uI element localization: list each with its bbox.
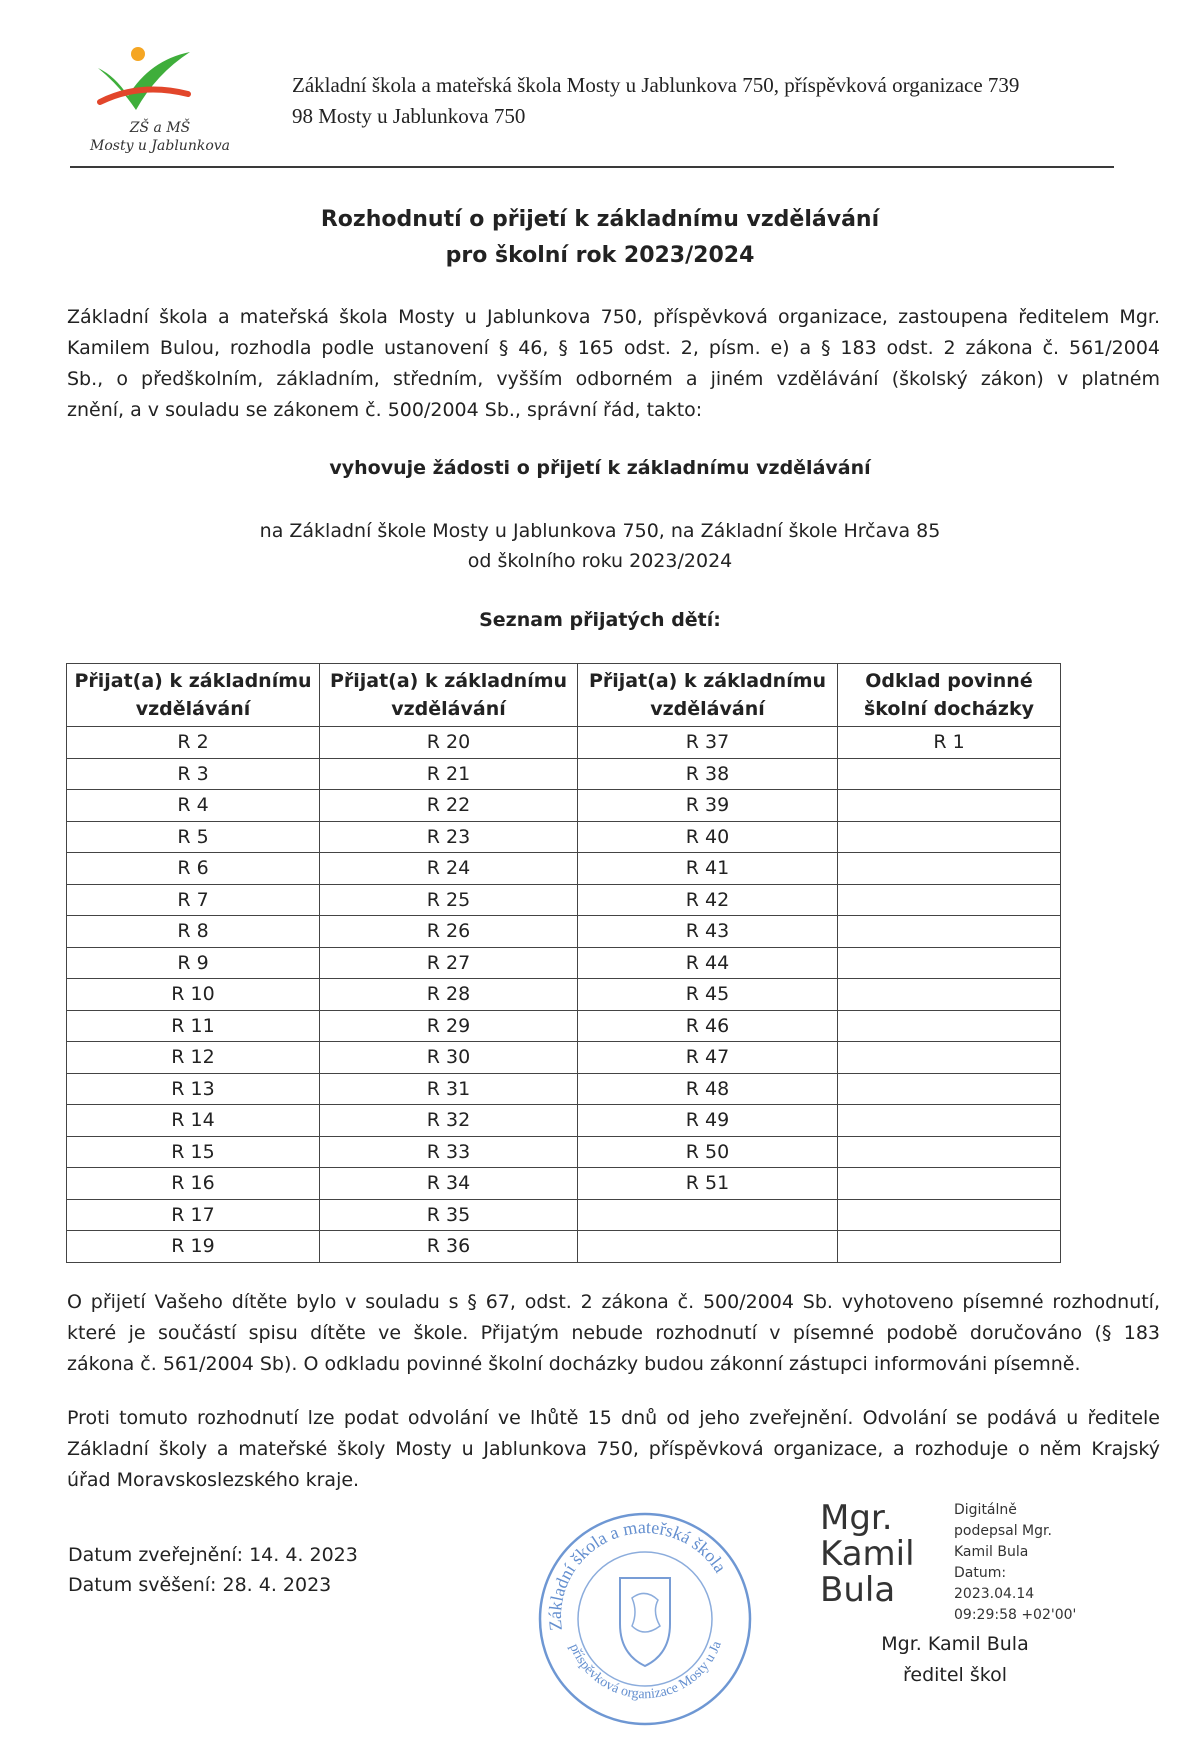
table-row bbox=[67, 1042, 1061, 1074]
table-cell bbox=[838, 979, 1061, 1011]
table-cell: R 5 bbox=[67, 821, 320, 853]
intro-line3: Sb., o předškolním, základním, středním, vyšším odborném a jiném vzdělávání (školský zákon) v platném bbox=[67, 368, 1160, 390]
table-cell bbox=[838, 821, 1061, 853]
removal-date: Datum svěšení: 28. 4. 2023 bbox=[68, 1574, 332, 1596]
digital-signature-name: Mgr. Kamil Bula bbox=[820, 1498, 915, 1610]
table-cell: R 6 bbox=[67, 853, 320, 885]
table-cell: R 16 bbox=[67, 1168, 320, 1200]
intro-line1: Základní škola a mateřská škola Mosty u Jablunkova 750, příspěvková organizace, zastoupena ředitelem Mgr. bbox=[67, 306, 1160, 328]
stamp-icon bbox=[536, 1508, 754, 1730]
table-cell: R 31 bbox=[320, 1073, 578, 1105]
column-header: Odklad povinné školní docházky bbox=[838, 664, 1061, 727]
table-cell bbox=[838, 790, 1061, 822]
table-cell bbox=[838, 1168, 1061, 1200]
signatory bbox=[860, 1629, 1050, 1691]
table-cell: R 1 bbox=[838, 727, 1061, 759]
table-cell: R 10 bbox=[67, 979, 320, 1011]
table-cell bbox=[578, 1199, 838, 1231]
table-row bbox=[67, 1168, 1061, 1200]
table-cell bbox=[838, 1042, 1061, 1074]
document-title-line2: pro školní rok 2023/2024 bbox=[445, 243, 755, 268]
table-cell: R 17 bbox=[67, 1199, 320, 1231]
table-cell: R 50 bbox=[578, 1136, 838, 1168]
notice2-line2: Základní školy a mateřské školy Mosty u Jablunkova 750, příspěvková organizace, a rozhoduje o něm Krajský bbox=[67, 1438, 1160, 1460]
table-header-row bbox=[67, 664, 1061, 727]
notice2-line3: úřad Moravskoslezského kraje. bbox=[67, 1469, 360, 1491]
table-cell: R 42 bbox=[578, 884, 838, 916]
table-cell: R 45 bbox=[578, 979, 838, 1011]
table-cell bbox=[838, 916, 1061, 948]
table-row bbox=[67, 790, 1061, 822]
table-cell: R 25 bbox=[320, 884, 578, 916]
table-cell: R 20 bbox=[320, 727, 578, 759]
school-logo bbox=[70, 46, 250, 166]
notice2-line1: Proti tomuto rozhodnutí lze podat odvolání ve lhůtě 15 dnů od jeho zveřejnění. Odvolání se podává u ředitele bbox=[67, 1407, 1160, 1429]
table-cell bbox=[838, 758, 1061, 790]
table-cell: R 43 bbox=[578, 916, 838, 948]
table-row bbox=[67, 1073, 1061, 1105]
intro-paragraph bbox=[67, 302, 1160, 426]
table-row bbox=[67, 1199, 1061, 1231]
table-row bbox=[67, 1105, 1061, 1137]
signatory-role: ředitel škol bbox=[902, 1664, 1007, 1686]
table-row bbox=[67, 853, 1061, 885]
table-cell: R 11 bbox=[67, 1010, 320, 1042]
table-cell: R 27 bbox=[320, 947, 578, 979]
table-row bbox=[67, 947, 1061, 979]
table-cell: R 15 bbox=[67, 1136, 320, 1168]
table-cell: R 34 bbox=[320, 1168, 578, 1200]
table-cell bbox=[838, 1199, 1061, 1231]
column-header: Přijat(a) k základnímu vzdělávání bbox=[578, 664, 838, 727]
table-row bbox=[67, 1010, 1061, 1042]
school-address-line1: Základní škola a mateřská škola Mosty u Jablunkova 750, příspěvková organizace 739 bbox=[292, 73, 1020, 97]
location-line1: na Základní škole Mosty u Jablunkova 750, na Základní škole Hrčava 85 bbox=[259, 520, 941, 542]
intro-line2: Kamilem Bulou, rozhodla podle ustanovení § 46, § 165 odst. 2, písm. e) a § 183 odst. 2 zákona č. 561/2004 bbox=[67, 337, 1160, 359]
table-cell: R 32 bbox=[320, 1105, 578, 1137]
table-cell: R 23 bbox=[320, 821, 578, 853]
school-address bbox=[292, 70, 1152, 132]
table-cell: R 40 bbox=[578, 821, 838, 853]
table-cell: R 13 bbox=[67, 1073, 320, 1105]
table-row bbox=[67, 916, 1061, 948]
notice1-line2: které je součástí spisu dítěte ve škole. Přijatým nebude rozhodnutí v písemné podobě doručováno (§ 183 bbox=[67, 1322, 1160, 1344]
table-cell bbox=[838, 884, 1061, 916]
table-cell: R 4 bbox=[67, 790, 320, 822]
decision-statement: vyhovuje žádosti o přijetí k základnímu vzdělávání bbox=[329, 457, 871, 479]
table-cell: R 33 bbox=[320, 1136, 578, 1168]
stamp-text-top: Základní škola a mateřská škola bbox=[544, 1516, 731, 1632]
table-cell bbox=[838, 1231, 1061, 1263]
table-cell: R 30 bbox=[320, 1042, 578, 1074]
table-cell: R 44 bbox=[578, 947, 838, 979]
header-divider bbox=[70, 166, 1114, 168]
table-cell: R 12 bbox=[67, 1042, 320, 1074]
table-cell: R 29 bbox=[320, 1010, 578, 1042]
table-cell: R 21 bbox=[320, 758, 578, 790]
table-cell: R 8 bbox=[67, 916, 320, 948]
table-cell: R 49 bbox=[578, 1105, 838, 1137]
table-cell: R 24 bbox=[320, 853, 578, 885]
stamp-text-bottom: příspěvková organizace Mosty u Ja bbox=[566, 1639, 725, 1703]
table-cell: R 37 bbox=[578, 727, 838, 759]
svg-text:Základní škola a mateřská škol bbox=[545, 1517, 731, 1632]
school-address-line2: 98 Mosty u Jablunkova 750 bbox=[292, 104, 526, 128]
table-cell: R 2 bbox=[67, 727, 320, 759]
notice-paragraph-1 bbox=[67, 1287, 1160, 1380]
table-cell: R 35 bbox=[320, 1199, 578, 1231]
signatory-name: Mgr. Kamil Bula bbox=[881, 1633, 1029, 1655]
admitted-children-table bbox=[66, 663, 1061, 1263]
table-row bbox=[67, 884, 1061, 916]
table-cell bbox=[578, 1231, 838, 1263]
table-row bbox=[67, 979, 1061, 1011]
logo-icon bbox=[70, 46, 250, 120]
table-cell: R 47 bbox=[578, 1042, 838, 1074]
logo-text-line2: Mosty u Jablunkova bbox=[90, 138, 230, 154]
table-cell: R 28 bbox=[320, 979, 578, 1011]
table-cell: R 9 bbox=[67, 947, 320, 979]
notice-paragraph-2 bbox=[67, 1403, 1160, 1496]
table-cell: R 38 bbox=[578, 758, 838, 790]
table-row bbox=[67, 758, 1061, 790]
table-row bbox=[67, 1136, 1061, 1168]
table-cell: R 26 bbox=[320, 916, 578, 948]
column-header: Přijat(a) k základnímu vzdělávání bbox=[67, 664, 320, 727]
table-row bbox=[67, 727, 1061, 759]
digital-signature-note: Digitálně podepsal Mgr. Kamil Bula Datum: 2023.04.14 09:29:58 +02'00' bbox=[954, 1502, 1077, 1623]
table-cell bbox=[838, 1073, 1061, 1105]
table-cell: R 41 bbox=[578, 853, 838, 885]
location-line2: od školního roku 2023/2024 bbox=[467, 550, 733, 572]
table-cell: R 22 bbox=[320, 790, 578, 822]
publication-date: Datum zveřejnění: 14. 4. 2023 bbox=[68, 1544, 358, 1566]
table-cell: R 14 bbox=[67, 1105, 320, 1137]
table-cell bbox=[838, 947, 1061, 979]
school-stamp bbox=[536, 1508, 754, 1730]
table-cell: R 3 bbox=[67, 758, 320, 790]
table-cell: R 51 bbox=[578, 1168, 838, 1200]
table-row bbox=[67, 1231, 1061, 1263]
table-cell: R 19 bbox=[67, 1231, 320, 1263]
table-cell bbox=[838, 1136, 1061, 1168]
table-row bbox=[67, 821, 1061, 853]
logo-text-line1: ZŠ a MŠ bbox=[129, 120, 191, 136]
notice1-line3: zákona č. 561/2004 Sb). O odkladu povinné školní docházky budou zákonní zástupci informováni písemně. bbox=[67, 1353, 1081, 1375]
table-cell bbox=[838, 1010, 1061, 1042]
table-cell: R 46 bbox=[578, 1010, 838, 1042]
intro-line4: znění, a v souladu se zákonem č. 500/2004 Sb., správní řád, takto: bbox=[67, 399, 703, 421]
table-cell bbox=[838, 853, 1061, 885]
list-title: Seznam přijatých dětí: bbox=[479, 609, 721, 631]
notice1-line1: O přijetí Vašeho dítěte bylo v souladu s § 67, odst. 2 zákona č. 500/2004 Sb. vyhotoveno písemné rozhodnutí, bbox=[67, 1291, 1160, 1313]
table-cell: R 7 bbox=[67, 884, 320, 916]
table-cell: R 48 bbox=[578, 1073, 838, 1105]
table-cell: R 36 bbox=[320, 1231, 578, 1263]
document-title-line1: Rozhodnutí o přijetí k základnímu vzdělávání bbox=[320, 207, 880, 232]
column-header: Přijat(a) k základnímu vzdělávání bbox=[320, 664, 578, 727]
table-cell bbox=[838, 1105, 1061, 1137]
table-cell: R 39 bbox=[578, 790, 838, 822]
